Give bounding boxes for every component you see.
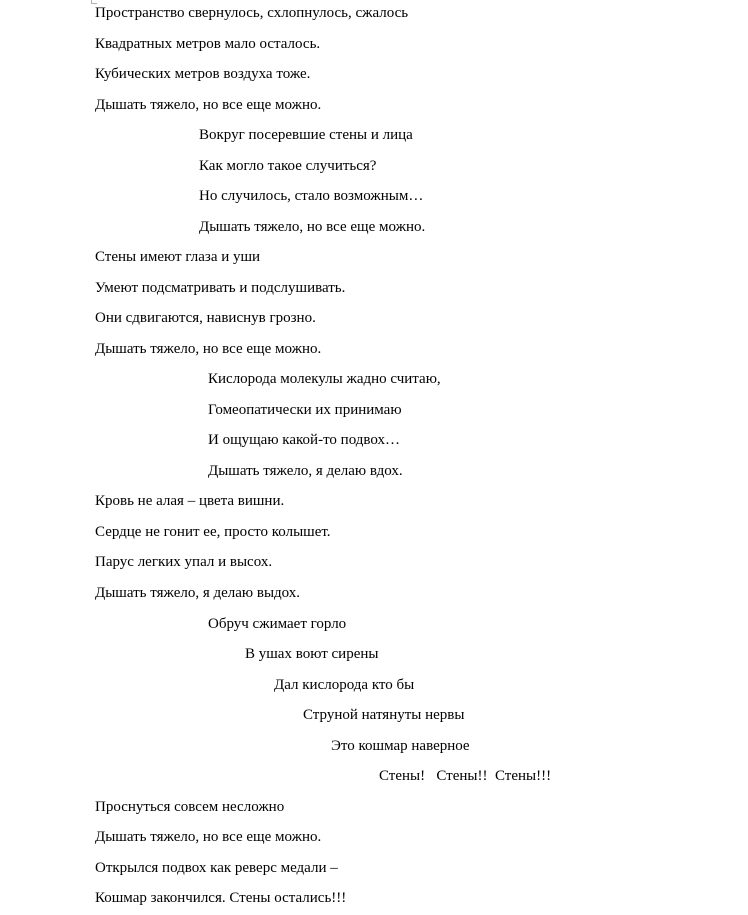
poem-line: Дышать тяжело, но все еще можно. xyxy=(95,97,322,113)
poem-line: Дышать тяжело, но все еще можно. xyxy=(95,341,322,357)
poem-line: Парус легких упал и высох. xyxy=(95,554,273,570)
poem-line: Стены! Стены!! Стены!!! xyxy=(379,768,552,784)
poem-line: Проснуться совсем несложно xyxy=(95,799,285,815)
poem-line: Дышать тяжело, но все еще можно. xyxy=(199,219,426,235)
poem-line: Стены имеют глаза и уши xyxy=(95,249,261,265)
poem-line: Кровь не алая – цвета вишни. xyxy=(95,493,285,509)
poem-line: Пространство свернулось, схлопнулось, сжалось xyxy=(95,5,409,21)
poem-line: Струной натянуты нервы xyxy=(303,707,465,723)
poem-line: Сердце не гонит ее, просто колышет. xyxy=(95,524,331,540)
poem-line: Дышать тяжело, я делаю выдох. xyxy=(95,585,301,601)
poem-line: Вокруг посеревшие стены и лица xyxy=(199,127,413,143)
poem-line: Умеют подсматривать и подслушивать. xyxy=(95,280,346,296)
poem-line: Кубических метров воздуха тоже. xyxy=(95,66,311,82)
poem-line: Дал кислорода кто бы xyxy=(274,677,415,693)
poem-line: Квадратных метров мало осталось. xyxy=(95,36,321,52)
poem-line: Открылся подвох как реверс медали – xyxy=(95,860,338,876)
poem-line: Они сдвигаются, нависнув грозно. xyxy=(95,310,316,326)
poem-line: Кислорода молекулы жадно считаю, xyxy=(208,371,441,387)
poem-line: Гомеопатически их принимаю xyxy=(208,402,402,418)
poem-line: Кошмар закончился. Стены остались!!! xyxy=(95,890,347,906)
poem-line: В ушах воют сирены xyxy=(245,646,379,662)
poem-line: Это кошмар наверное xyxy=(331,738,470,754)
poem-line: Дышать тяжело, я делаю вдох. xyxy=(208,463,403,479)
poem-line: Дышать тяжело, но все еще можно. xyxy=(95,829,322,845)
poem-line: Как могло такое случиться? xyxy=(199,158,377,174)
poem-line: Обруч сжимает горло xyxy=(208,616,347,632)
poem-line: Но случилось, стало возможным… xyxy=(199,188,424,204)
poem-line: И ощущаю какой-то подвох… xyxy=(208,432,401,448)
